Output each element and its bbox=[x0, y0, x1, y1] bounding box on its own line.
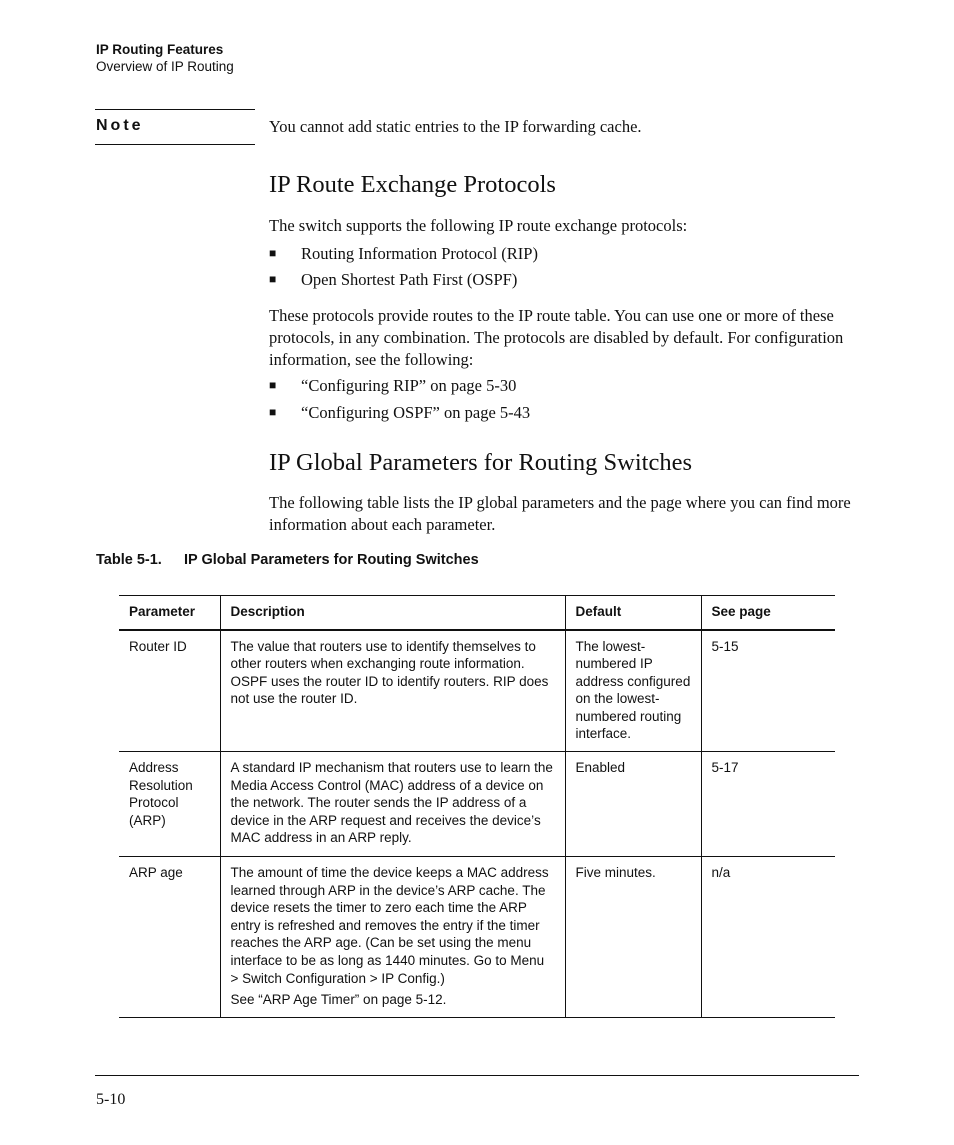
parameter-cell: ARP age bbox=[119, 857, 220, 1018]
see-also-link[interactable]: See “ARP Age Timer” on page 5-12. bbox=[230, 992, 447, 1008]
note-bottom-rule bbox=[95, 144, 255, 145]
column-header: Parameter bbox=[119, 596, 220, 630]
cross-reference-link[interactable]: “Configuring RIP” on page 5-30 bbox=[301, 376, 517, 395]
section-heading-global-parameters: IP Global Parameters for Routing Switches bbox=[269, 449, 693, 476]
square-bullet-icon: ■ bbox=[269, 405, 277, 419]
note-label: Note bbox=[96, 117, 144, 134]
description-cell bbox=[220, 857, 565, 1018]
table-row bbox=[119, 857, 835, 1018]
bullet-text: Open Shortest Path First (OSPF) bbox=[301, 270, 518, 289]
note-text: You cannot add static entries to the IP forwarding cache. bbox=[269, 117, 642, 136]
route-exchange-body: These protocols provide routes to the IP route table. You can use one or more of these protocols, in any combination. The protocols are disabled by default. For configuration information, see the following: bbox=[269, 306, 844, 369]
chapter-title: IP Routing Features bbox=[96, 42, 224, 57]
bullet-text: Routing Information Protocol (RIP) bbox=[301, 244, 538, 263]
table-row bbox=[119, 752, 835, 857]
square-bullet-icon: ■ bbox=[269, 272, 277, 286]
section-title: Overview of IP Routing bbox=[96, 59, 234, 74]
global-parameters-body: The following table lists the IP global parameters and the page where you can find more information about each parameter. bbox=[269, 493, 851, 534]
table-row bbox=[119, 630, 835, 752]
table-number: Table 5-1. bbox=[96, 552, 162, 568]
note-top-rule bbox=[95, 109, 255, 110]
page-cell: n/a bbox=[701, 857, 835, 1018]
square-bullet-icon: ■ bbox=[269, 246, 277, 260]
default-cell: The lowest-numbered IP address configured on the lowest-numbered routing interface. bbox=[565, 630, 701, 752]
description-cell: The value that routers use to identify themselves to other routers when exchanging route information. OSPF uses the router ID to identify routers. RIP does not use the router ID. bbox=[220, 630, 565, 752]
cross-reference-link[interactable]: “Configuring OSPF” on page 5-43 bbox=[301, 403, 531, 422]
column-header: See page bbox=[701, 596, 835, 630]
footer-rule bbox=[95, 1075, 859, 1076]
table-header-row bbox=[119, 596, 835, 630]
column-header: Default bbox=[565, 596, 701, 630]
description-text: The amount of time the device keeps a MAC address learned through ARP in the device’s ARP cache. The device resets the timer to zero each time the ARP entry is refreshed and removes the entry if the timer reaches the ARP age. (Can be set using the menu interface to be as long as 1440 minutes. Go to Menu > Switch Configuration > IP Config.) bbox=[230, 865, 549, 986]
bullet-item bbox=[269, 374, 516, 397]
square-bullet-icon: ■ bbox=[269, 378, 277, 392]
parameter-cell: Address Resolution Protocol (ARP) bbox=[119, 752, 220, 857]
ip-global-parameters-table bbox=[119, 595, 835, 1018]
bullet-item bbox=[269, 268, 517, 291]
table-caption bbox=[96, 552, 479, 568]
parameter-cell: Router ID bbox=[119, 630, 220, 752]
bullet-item bbox=[269, 401, 530, 424]
section-heading-route-exchange: IP Route Exchange Protocols bbox=[269, 171, 556, 198]
default-cell: Enabled bbox=[565, 752, 701, 857]
column-header: Description bbox=[220, 596, 565, 630]
page-cell: 5-17 bbox=[701, 752, 835, 857]
route-exchange-intro: The switch supports the following IP route exchange protocols: bbox=[269, 216, 688, 235]
default-cell: Five minutes. bbox=[565, 857, 701, 1018]
page-number: 5-10 bbox=[96, 1091, 126, 1108]
bullet-item bbox=[269, 242, 538, 265]
running-header bbox=[96, 41, 234, 75]
description-cell: A standard IP mechanism that routers use to learn the Media Access Control (MAC) address of a device on the network. The router sends the IP address of a device in the ARP request and receives the device’s MAC address in an ARP reply. bbox=[220, 752, 565, 857]
page-cell: 5-15 bbox=[701, 630, 835, 752]
table-title: IP Global Parameters for Routing Switches bbox=[184, 552, 479, 568]
